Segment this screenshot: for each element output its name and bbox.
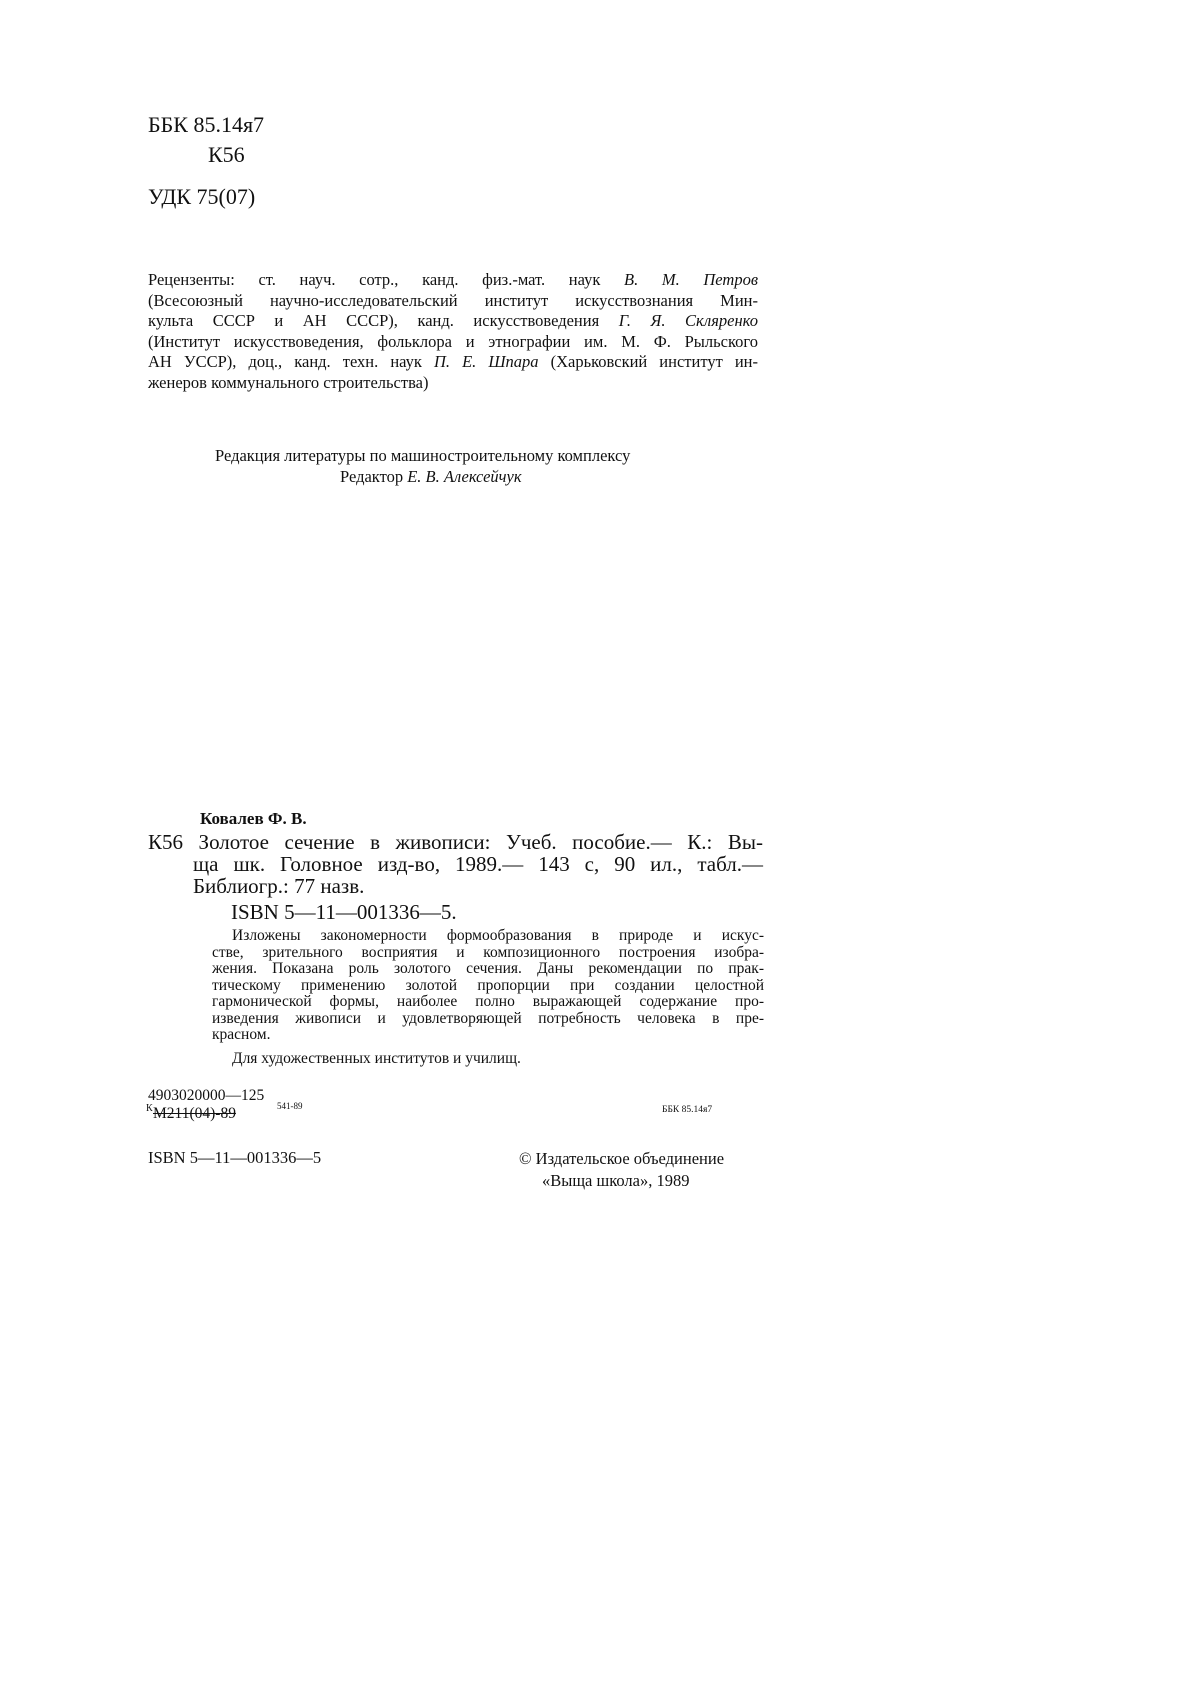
reviewers-text: культа СССР и АН СССР), канд. искусствоведения [148,311,619,330]
copyright-line: «Выща школа», 1989 [542,1171,690,1190]
edition-block [200,445,700,487]
edition-department: Редакция литературы по машиностроительному комплексу [215,446,631,465]
reviewer-name: Г. Я. Скляренко [618,311,758,330]
reviewers-text: АН УССР), доц., канд. техн. наук [148,352,434,371]
reviewers-line [148,270,758,291]
udk-classification: УДК 75(07) [148,184,256,209]
imprint-isbn: ISBN 5—11—001336—5 [148,1148,322,1167]
reviewers-text: (Харьковский институт ин- [538,352,758,371]
author-mark-code: К56 [208,142,245,167]
entry-title: Золотое сечение в живописи: Учеб. пособие.— К.: Вы- [198,830,763,854]
reviewers-line [148,311,758,332]
entry-line: ща шк. Головное изд-во, 1989.— 143 с, 90 ил., табл.— [193,852,763,876]
reviewer-name: П. Е. Шпара [433,352,539,371]
abstract-line: жения. Показана роль золотого сечения. Даны рекомендации по прак- [212,960,764,977]
publication-code-numerator: 4903020000—125 [148,1087,265,1104]
abstract-line: гармонической формы, наиболее полно выражающей содержание про- [212,993,764,1010]
copyright-line: © Издательское объединение [519,1149,725,1168]
abstract-block [212,928,764,1044]
bbk-classification: ББК 85.14я7 [148,112,265,137]
entry-isbn: ISBN 5—11—001336—5. [231,900,457,924]
copyright-block [519,1148,724,1192]
audience-note: Для художественных институтов и училищ. [232,1050,521,1067]
editor-line [200,466,700,487]
entry-line: Библиогр.: 77 назв. [193,874,365,898]
publication-code-letter: К [146,1103,153,1114]
abstract-line: изведения живописи и удовлетворяющей потребность человека в пре- [212,1009,764,1027]
bbk-small-label: ББК 85.14я7 [662,1105,713,1115]
reviewers-line [148,352,758,373]
publication-code-suffix: 541-89 [277,1101,303,1111]
entry-line [148,831,763,853]
abstract-line: Изложены закономерности формообразования в природе и искус- [232,927,764,944]
reviewers-line: (Всесоюзный научно-исследовательский институт искусствознания Мин- [148,290,758,310]
abstract-line: красном. [212,1026,271,1043]
author-heading: Ковалев Ф. В. [200,809,307,828]
reviewers-line: (Институт искусствоведения, фольклора и этнографии им. М. Ф. Рыльского [148,331,758,351]
publication-code-denominator: М211(04)-89 [153,1105,236,1122]
reviewer-name: В. М. Петров [624,270,758,289]
bibliographic-entry [148,831,763,897]
reviewers-line: женеров коммунального строительства) [148,372,429,392]
abstract-line: стве, зрительного восприятия и композиционного построения изобра- [212,943,764,961]
abstract-line: тическому применению золотой пропорции при создании целостной [212,976,764,994]
editor-label: Редактор [340,467,408,486]
entry-code: К56 [148,830,184,854]
editor-name: Е. В. Алексейчук [407,467,522,486]
reviewers-block [148,270,758,393]
reviewers-text: Рецензенты: ст. науч. сотр., канд. физ.-мат. наук [148,270,625,289]
